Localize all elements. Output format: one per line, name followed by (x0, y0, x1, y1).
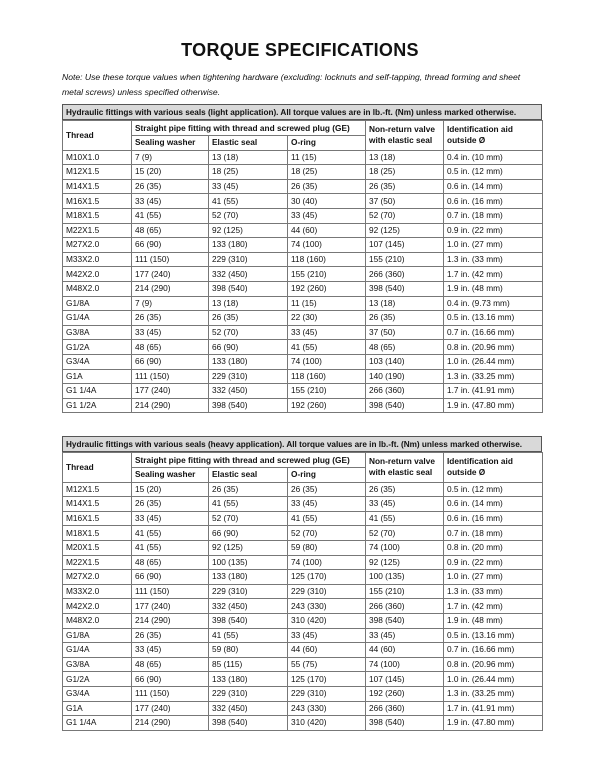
identification-cell: 1.0 in. (27 mm) (444, 570, 543, 585)
thread-cell: G3/8A (63, 657, 132, 672)
identification-cell: 1.0 in. (26.44 mm) (444, 672, 543, 687)
non-return-cell: 140 (190) (366, 369, 444, 384)
table-row (63, 482, 543, 497)
torque-table-heavy (62, 436, 542, 731)
identification-cell: 0.8 in. (20.96 mm) (444, 657, 543, 672)
table-row (63, 613, 543, 628)
elastic-seal-cell: 13 (18) (209, 150, 288, 165)
table-row (63, 369, 543, 384)
identification-cell: 1.7 in. (41.91 mm) (444, 701, 543, 716)
o-ring-cell: 33 (45) (288, 497, 366, 512)
non-return-cell: 48 (65) (366, 340, 444, 355)
sealing-washer-cell: 48 (65) (132, 657, 209, 672)
non-return-cell: 266 (360) (366, 267, 444, 282)
identification-cell: 0.5 in. (12 mm) (444, 482, 543, 497)
elastic-seal-cell: 229 (310) (209, 369, 288, 384)
identification-cell: 0.8 in. (20.96 mm) (444, 340, 543, 355)
sealing-washer-cell: 33 (45) (132, 194, 209, 209)
non-return-cell: 74 (100) (366, 657, 444, 672)
header-o-ring: O-ring (288, 468, 366, 483)
identification-cell: 0.7 in. (16.66 mm) (444, 643, 543, 658)
thread-cell: M22X1.5 (63, 223, 132, 238)
sealing-washer-cell: 111 (150) (132, 584, 209, 599)
identification-cell: 1.3 in. (33 mm) (444, 584, 543, 599)
identification-cell: 0.4 in. (9.73 mm) (444, 296, 543, 311)
thread-cell: G1/8A (63, 296, 132, 311)
thread-cell: M27X2.0 (63, 238, 132, 253)
elastic-seal-cell: 332 (450) (209, 384, 288, 399)
elastic-seal-cell: 85 (115) (209, 657, 288, 672)
elastic-seal-cell: 133 (180) (209, 354, 288, 369)
elastic-seal-cell: 133 (180) (209, 672, 288, 687)
o-ring-cell: 192 (260) (288, 281, 366, 296)
o-ring-cell: 59 (80) (288, 540, 366, 555)
o-ring-cell: 229 (310) (288, 686, 366, 701)
thread-cell: G1/8A (63, 628, 132, 643)
elastic-seal-cell: 41 (55) (209, 194, 288, 209)
table-row (63, 354, 543, 369)
elastic-seal-cell: 41 (55) (209, 628, 288, 643)
identification-cell: 0.5 in. (13.16 mm) (444, 628, 543, 643)
identification-cell: 0.9 in. (22 mm) (444, 223, 543, 238)
elastic-seal-cell: 229 (310) (209, 252, 288, 267)
elastic-seal-cell: 398 (540) (209, 716, 288, 731)
table-row (63, 657, 543, 672)
table-row (63, 252, 543, 267)
elastic-seal-cell: 100 (135) (209, 555, 288, 570)
header-thread: Thread (63, 453, 132, 483)
non-return-cell: 398 (540) (366, 613, 444, 628)
torque-table-light (62, 104, 542, 413)
elastic-seal-cell: 229 (310) (209, 584, 288, 599)
sealing-washer-cell: 15 (20) (132, 482, 209, 497)
o-ring-cell: 118 (160) (288, 369, 366, 384)
o-ring-cell: 310 (420) (288, 613, 366, 628)
table-row (63, 325, 543, 340)
elastic-seal-cell: 398 (540) (209, 398, 288, 413)
o-ring-cell: 155 (210) (288, 384, 366, 399)
elastic-seal-cell: 229 (310) (209, 686, 288, 701)
sealing-washer-cell: 7 (9) (132, 150, 209, 165)
elastic-seal-cell: 52 (70) (209, 208, 288, 223)
non-return-cell: 266 (360) (366, 384, 444, 399)
identification-cell: 0.4 in. (10 mm) (444, 150, 543, 165)
thread-cell: G3/8A (63, 325, 132, 340)
thread-cell: M14X1.5 (63, 497, 132, 512)
page-title: TORQUE SPECIFICATIONS (181, 40, 419, 60)
identification-cell: 1.0 in. (27 mm) (444, 238, 543, 253)
o-ring-cell: 22 (30) (288, 311, 366, 326)
header-identification: Identification aid outside Ø (444, 121, 543, 151)
table-row (63, 540, 543, 555)
elastic-seal-cell: 41 (55) (209, 497, 288, 512)
non-return-cell: 103 (140) (366, 354, 444, 369)
non-return-cell: 13 (18) (366, 150, 444, 165)
non-return-cell: 37 (50) (366, 325, 444, 340)
header-straight-fitting: Straight pipe fitting with thread and screwed plug (GE) (132, 121, 366, 136)
table-caption: Hydraulic fittings with various seals (light application). All torque values are in lb.-ft. (Nm) unless marked otherwise. (62, 104, 542, 120)
non-return-cell: 155 (210) (366, 584, 444, 599)
sealing-washer-cell: 48 (65) (132, 340, 209, 355)
thread-cell: G1 1/4A (63, 716, 132, 731)
non-return-cell: 266 (360) (366, 701, 444, 716)
o-ring-cell: 118 (160) (288, 252, 366, 267)
o-ring-cell: 74 (100) (288, 238, 366, 253)
elastic-seal-cell: 18 (25) (209, 165, 288, 180)
thread-cell: G1 1/2A (63, 398, 132, 413)
sealing-washer-cell: 26 (35) (132, 179, 209, 194)
table-row (63, 150, 543, 165)
non-return-cell: 26 (35) (366, 179, 444, 194)
o-ring-cell: 74 (100) (288, 354, 366, 369)
sealing-washer-cell: 177 (240) (132, 599, 209, 614)
table-row (63, 599, 543, 614)
non-return-cell: 92 (125) (366, 223, 444, 238)
thread-cell: M10X1.0 (63, 150, 132, 165)
table-row (63, 238, 543, 253)
table-row (63, 281, 543, 296)
table-row (63, 643, 543, 658)
identification-cell: 1.3 in. (33 mm) (444, 252, 543, 267)
table-row (63, 223, 543, 238)
o-ring-cell: 310 (420) (288, 716, 366, 731)
thread-cell: G1/2A (63, 672, 132, 687)
table-row (63, 672, 543, 687)
non-return-cell: 13 (18) (366, 296, 444, 311)
elastic-seal-cell: 13 (18) (209, 296, 288, 311)
identification-cell: 1.3 in. (33.25 mm) (444, 369, 543, 384)
identification-cell: 1.7 in. (42 mm) (444, 267, 543, 282)
elastic-seal-cell: 398 (540) (209, 613, 288, 628)
identification-cell: 1.9 in. (47.80 mm) (444, 398, 543, 413)
sealing-washer-cell: 214 (290) (132, 613, 209, 628)
table-row (63, 584, 543, 599)
sealing-washer-cell: 48 (65) (132, 223, 209, 238)
non-return-cell: 37 (50) (366, 194, 444, 209)
identification-cell: 0.5 in. (13.16 mm) (444, 311, 543, 326)
non-return-cell: 74 (100) (366, 540, 444, 555)
o-ring-cell: 11 (15) (288, 150, 366, 165)
header-elastic-seal: Elastic seal (209, 136, 288, 151)
o-ring-cell: 155 (210) (288, 267, 366, 282)
elastic-seal-cell: 52 (70) (209, 325, 288, 340)
non-return-cell: 100 (135) (366, 570, 444, 585)
identification-cell: 0.6 in. (16 mm) (444, 194, 543, 209)
table-row (63, 340, 543, 355)
elastic-seal-cell: 332 (450) (209, 701, 288, 716)
elastic-seal-cell: 66 (90) (209, 526, 288, 541)
thread-cell: G1/4A (63, 311, 132, 326)
non-return-cell: 33 (45) (366, 497, 444, 512)
o-ring-cell: 229 (310) (288, 584, 366, 599)
identification-cell: 0.6 in. (16 mm) (444, 511, 543, 526)
header-elastic-seal: Elastic seal (209, 468, 288, 483)
non-return-cell: 398 (540) (366, 398, 444, 413)
non-return-cell: 18 (25) (366, 165, 444, 180)
table-row (63, 179, 543, 194)
o-ring-cell: 243 (330) (288, 701, 366, 716)
elastic-seal-cell: 52 (70) (209, 511, 288, 526)
identification-cell: 1.9 in. (48 mm) (444, 613, 543, 628)
identification-cell: 0.7 in. (18 mm) (444, 526, 543, 541)
sealing-washer-cell: 66 (90) (132, 354, 209, 369)
sealing-washer-cell: 48 (65) (132, 555, 209, 570)
non-return-cell: 92 (125) (366, 555, 444, 570)
thread-cell: M14X1.5 (63, 179, 132, 194)
thread-cell: M33X2.0 (63, 584, 132, 599)
table-row (63, 165, 543, 180)
identification-cell: 1.0 in. (26.44 mm) (444, 354, 543, 369)
elastic-seal-cell: 332 (450) (209, 599, 288, 614)
thread-cell: G3/4A (63, 354, 132, 369)
elastic-seal-cell: 332 (450) (209, 267, 288, 282)
sealing-washer-cell: 111 (150) (132, 252, 209, 267)
o-ring-cell: 52 (70) (288, 526, 366, 541)
sealing-washer-cell: 41 (55) (132, 540, 209, 555)
thread-cell: M12X1.5 (63, 482, 132, 497)
thread-cell: M48X2.0 (63, 613, 132, 628)
header-sealing-washer: Sealing washer (132, 136, 209, 151)
sealing-washer-cell: 26 (35) (132, 311, 209, 326)
table-row (63, 311, 543, 326)
sealing-washer-cell: 66 (90) (132, 570, 209, 585)
sealing-washer-cell: 41 (55) (132, 526, 209, 541)
table-row (63, 570, 543, 585)
thread-cell: G1 1/4A (63, 384, 132, 399)
non-return-cell: 44 (60) (366, 643, 444, 658)
elastic-seal-cell: 92 (125) (209, 223, 288, 238)
o-ring-cell: 26 (35) (288, 482, 366, 497)
sealing-washer-cell: 33 (45) (132, 511, 209, 526)
sealing-washer-cell: 177 (240) (132, 701, 209, 716)
table-row (63, 208, 543, 223)
o-ring-cell: 33 (45) (288, 628, 366, 643)
sealing-washer-cell: 26 (35) (132, 628, 209, 643)
table-row (63, 628, 543, 643)
o-ring-cell: 11 (15) (288, 296, 366, 311)
elastic-seal-cell: 26 (35) (209, 311, 288, 326)
identification-cell: 0.6 in. (14 mm) (444, 179, 543, 194)
o-ring-cell: 41 (55) (288, 511, 366, 526)
sealing-washer-cell: 214 (290) (132, 716, 209, 731)
sealing-washer-cell: 33 (45) (132, 643, 209, 658)
header-thread: Thread (63, 121, 132, 151)
identification-cell: 0.7 in. (16.66 mm) (444, 325, 543, 340)
table-row (63, 701, 543, 716)
sealing-washer-cell: 111 (150) (132, 369, 209, 384)
identification-cell: 0.9 in. (22 mm) (444, 555, 543, 570)
o-ring-cell: 33 (45) (288, 208, 366, 223)
sealing-washer-cell: 66 (90) (132, 672, 209, 687)
non-return-cell: 107 (145) (366, 672, 444, 687)
thread-cell: G1A (63, 701, 132, 716)
sealing-washer-cell: 33 (45) (132, 325, 209, 340)
non-return-cell: 107 (145) (366, 238, 444, 253)
thread-cell: G1/4A (63, 643, 132, 658)
table-row (63, 497, 543, 512)
header-identification: Identification aid outside Ø (444, 453, 543, 483)
sealing-washer-cell: 66 (90) (132, 238, 209, 253)
sealing-washer-cell: 111 (150) (132, 686, 209, 701)
o-ring-cell: 41 (55) (288, 340, 366, 355)
o-ring-cell: 125 (170) (288, 672, 366, 687)
sealing-washer-cell: 214 (290) (132, 281, 209, 296)
thread-cell: M18X1.5 (63, 208, 132, 223)
elastic-seal-cell: 33 (45) (209, 179, 288, 194)
non-return-cell: 52 (70) (366, 526, 444, 541)
identification-cell: 1.7 in. (42 mm) (444, 599, 543, 614)
elastic-seal-cell: 59 (80) (209, 643, 288, 658)
non-return-cell: 398 (540) (366, 716, 444, 731)
sealing-washer-cell: 15 (20) (132, 165, 209, 180)
sealing-washer-cell: 41 (55) (132, 208, 209, 223)
thread-cell: G1/2A (63, 340, 132, 355)
elastic-seal-cell: 66 (90) (209, 340, 288, 355)
sealing-washer-cell: 177 (240) (132, 267, 209, 282)
non-return-cell: 41 (55) (366, 511, 444, 526)
o-ring-cell: 33 (45) (288, 325, 366, 340)
header-straight-fitting: Straight pipe fitting with thread and screwed plug (GE) (132, 453, 366, 468)
o-ring-cell: 74 (100) (288, 555, 366, 570)
non-return-cell: 398 (540) (366, 281, 444, 296)
thread-cell: M16X1.5 (63, 194, 132, 209)
note-text: Note: Use these torque values when tightening hardware (excluding: locknuts and self-tapping, thread forming and sheet metal screws) unless specified otherwise. (62, 72, 521, 97)
identification-cell: 1.9 in. (48 mm) (444, 281, 543, 296)
non-return-cell: 26 (35) (366, 482, 444, 497)
identification-cell: 1.7 in. (41.91 mm) (444, 384, 543, 399)
thread-cell: M42X2.0 (63, 267, 132, 282)
table-row (63, 384, 543, 399)
elastic-seal-cell: 92 (125) (209, 540, 288, 555)
thread-cell: M42X2.0 (63, 599, 132, 614)
identification-cell: 0.6 in. (14 mm) (444, 497, 543, 512)
non-return-cell: 192 (260) (366, 686, 444, 701)
thread-cell: M22X1.5 (63, 555, 132, 570)
sealing-washer-cell: 177 (240) (132, 384, 209, 399)
thread-cell: M48X2.0 (63, 281, 132, 296)
thread-cell: M33X2.0 (63, 252, 132, 267)
thread-cell: M27X2.0 (63, 570, 132, 585)
sealing-washer-cell: 7 (9) (132, 296, 209, 311)
non-return-cell: 26 (35) (366, 311, 444, 326)
header-non-return: Non-return valve with elastic seal (366, 121, 444, 151)
table-row (63, 555, 543, 570)
elastic-seal-cell: 26 (35) (209, 482, 288, 497)
thread-cell: M20X1.5 (63, 540, 132, 555)
non-return-cell: 155 (210) (366, 252, 444, 267)
identification-cell: 1.9 in. (47.80 mm) (444, 716, 543, 731)
o-ring-cell: 26 (35) (288, 179, 366, 194)
non-return-cell: 33 (45) (366, 628, 444, 643)
non-return-cell: 52 (70) (366, 208, 444, 223)
table-row (63, 716, 543, 731)
o-ring-cell: 30 (40) (288, 194, 366, 209)
o-ring-cell: 44 (60) (288, 643, 366, 658)
o-ring-cell: 243 (330) (288, 599, 366, 614)
o-ring-cell: 55 (75) (288, 657, 366, 672)
table-caption: Hydraulic fittings with various seals (heavy application). All torque values are in lb.-ft. (Nm) unless marked otherwise. (62, 436, 542, 452)
identification-cell: 1.3 in. (33.25 mm) (444, 686, 543, 701)
table-row (63, 526, 543, 541)
table-row (63, 398, 543, 413)
table-row (63, 296, 543, 311)
header-non-return: Non-return valve with elastic seal (366, 453, 444, 483)
identification-cell: 0.5 in. (12 mm) (444, 165, 543, 180)
thread-cell: M12X1.5 (63, 165, 132, 180)
thread-cell: M18X1.5 (63, 526, 132, 541)
sealing-washer-cell: 214 (290) (132, 398, 209, 413)
thread-cell: G1A (63, 369, 132, 384)
elastic-seal-cell: 398 (540) (209, 281, 288, 296)
thread-cell: G3/4A (63, 686, 132, 701)
o-ring-cell: 44 (60) (288, 223, 366, 238)
table-row (63, 267, 543, 282)
o-ring-cell: 125 (170) (288, 570, 366, 585)
elastic-seal-cell: 133 (180) (209, 238, 288, 253)
sealing-washer-cell: 26 (35) (132, 497, 209, 512)
thread-cell: M16X1.5 (63, 511, 132, 526)
non-return-cell: 266 (360) (366, 599, 444, 614)
identification-cell: 0.7 in. (18 mm) (444, 208, 543, 223)
identification-cell: 0.8 in. (20 mm) (444, 540, 543, 555)
elastic-seal-cell: 133 (180) (209, 570, 288, 585)
table-row (63, 194, 543, 209)
header-o-ring: O-ring (288, 136, 366, 151)
table-row (63, 686, 543, 701)
o-ring-cell: 192 (260) (288, 398, 366, 413)
o-ring-cell: 18 (25) (288, 165, 366, 180)
table-row (63, 511, 543, 526)
header-sealing-washer: Sealing washer (132, 468, 209, 483)
